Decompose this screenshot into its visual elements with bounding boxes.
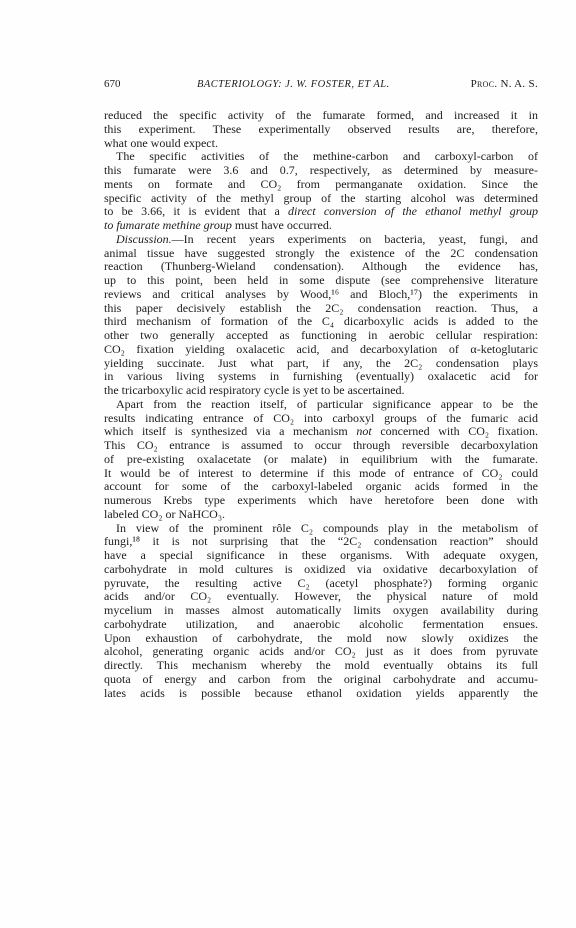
text-segment: third mechanism of formation of the C₄ dicarboxylic acids is added to the <box>104 314 538 329</box>
text-line <box>104 453 538 467</box>
text-line <box>104 659 538 673</box>
paragraph <box>104 109 538 150</box>
text-segment: reviews and critical analyses by Wood,¹⁶ and Bloch,¹⁷) the experiments in <box>104 286 538 301</box>
text-line <box>104 384 538 398</box>
text-segment: the tricarboxylic acid respiratory cycle is yet to be ascertained. <box>104 383 405 397</box>
text-line <box>104 563 538 577</box>
text-line <box>104 687 538 701</box>
text-line <box>104 219 538 233</box>
text-segment: animal tissue have suggested strongly the existence of the 2C condensation <box>104 245 538 260</box>
text-line <box>104 343 538 357</box>
journal-name: Proc. N. A. S. <box>470 78 538 90</box>
text-segment: Upon exhaustion of carbohydrate, the mold now slowly oxidizes the <box>104 630 538 645</box>
text-segment: reduced the specific activity of the fumarate formed, and increased it in <box>104 108 538 122</box>
text-segment: alcohol, generating organic acids and/or CO₂ just as it does from pyruvate <box>104 644 538 659</box>
text-segment: specific activity of the methyl group of the starting alcohol was determined <box>104 190 538 205</box>
text-segment: to be 3.66, it is evident that a <box>104 204 289 219</box>
text-segment: in various living systems in furnishing (eventually) oxalacetic acid for <box>104 369 538 384</box>
text-segment: of pre-existing oxalacetate (or malate) in equilibrium with the fumarate. <box>104 451 538 466</box>
text-line <box>104 192 538 206</box>
text-line <box>104 577 538 591</box>
text-line <box>104 178 538 192</box>
text-segment: ments on formate and CO₂ from permanganate oxidation. Since the <box>104 176 538 191</box>
text-line <box>104 274 538 288</box>
text-segment: other two generally accepted as functioning in aerobic cellular respiration: <box>104 328 538 342</box>
text-segment: In view of the prominent rôle C₂ compounds play in the metabolism of <box>116 520 538 535</box>
text-line <box>104 412 538 426</box>
text-line <box>104 535 538 549</box>
italic-text-segment: not <box>356 424 372 439</box>
text-segment: labeled CO₂ or NaHCO₃. <box>104 506 226 521</box>
text-line <box>104 370 538 384</box>
text-segment: quota of energy and carbon from the original carbohydrate and accumu- <box>104 671 538 686</box>
text-segment: carbohydrate utilization, and anaerobic alcoholic fermentation ensues. <box>104 616 538 631</box>
text-line <box>104 205 538 219</box>
text-line <box>104 247 538 261</box>
text-line <box>104 164 538 178</box>
text-segment: what one would expect. <box>104 135 218 150</box>
text-segment: Apart from the reaction itself, of particular significance appear to be the <box>116 396 538 411</box>
text-segment: account for some of the carboxyl-labeled organic acids formed in the <box>104 479 538 494</box>
text-segment: have a special significance in these organisms. With adequate oxygen, <box>104 548 538 562</box>
text-segment: CO₂ fixation yielding oxalacetic acid, and decarboxylation of α-ketoglutaric <box>104 341 538 356</box>
text-segment: results indicating entrance of CO₂ into carboxyl groups of the fumaric acid <box>104 410 538 425</box>
text-segment: concerned with CO₂ fixation. <box>371 424 539 439</box>
text-segment: fungi,¹⁸ it is not surprising that the “2C₂ condensation reaction” should <box>104 534 538 549</box>
text-segment: It would be of interest to determine if this mode of entrance of CO₂ could <box>104 465 538 480</box>
text-line <box>104 439 538 453</box>
text-segment: up to this point, been held in some dispute (see comprehensive literature <box>104 273 538 287</box>
text-line <box>104 549 538 563</box>
text-line <box>104 494 538 508</box>
text-segment: numerous Krebs type experiments which have heretofore been done with <box>104 493 538 507</box>
text-line <box>104 618 538 632</box>
text-segment: this experiment. These experimentally observed results are, therefore, <box>104 121 538 136</box>
text-segment: this paper decisively establish the 2C₂ condensation reaction. Thus, a <box>104 300 538 315</box>
body-text <box>104 109 538 700</box>
italic-text-segment: Discussion. <box>116 231 172 246</box>
text-segment: directly. This mechanism whereby the mold eventually obtains its full <box>104 658 538 672</box>
text-line <box>104 302 538 316</box>
text-line <box>104 632 538 646</box>
text-line <box>104 522 538 536</box>
text-line <box>104 123 538 137</box>
paragraph <box>104 150 538 233</box>
text-segment: yielding succinate. Just what part, if any, the 2C₂ condensation plays <box>104 355 538 370</box>
text-segment: reaction (Thunberg-Wieland condensation). Although the evidence has, <box>104 259 538 274</box>
italic-text-segment: to fumarate methine group <box>104 218 232 232</box>
paragraph <box>104 398 538 522</box>
text-line <box>104 357 538 371</box>
text-line <box>104 425 538 439</box>
italic-text-segment: direct conversion of the ethanol methyl group <box>288 204 538 219</box>
text-line <box>104 233 538 247</box>
text-line <box>104 109 538 123</box>
text-line <box>104 604 538 618</box>
text-line <box>104 508 538 522</box>
text-segment: lates acids is possible because ethanol oxidation yields apparently the <box>104 685 538 700</box>
text-segment: this fumarate were 3.6 and 0.7, respectively, as determined by measure- <box>104 163 538 177</box>
text-segment: must have occurred. <box>231 218 332 232</box>
text-segment: mycelium in masses almost automatically limits oxygen availability during <box>104 603 538 617</box>
text-line <box>104 590 538 604</box>
text-segment: This CO₂ entrance is assumed to occur through reversible decarboxylation <box>104 438 538 452</box>
paragraph <box>104 233 538 398</box>
text-line <box>104 150 538 164</box>
text-segment: carbohydrate in mold cultures is oxidized via oxidative decarboxylation of <box>104 561 538 576</box>
text-line <box>104 398 538 412</box>
text-segment: —In recent years experiments on bacteria, yeast, fungi, and <box>171 231 538 246</box>
text-line <box>104 329 538 343</box>
text-segment: The specific activities of the methine-carbon and carboxyl-carbon of <box>116 149 538 164</box>
text-line <box>104 645 538 659</box>
paragraph <box>104 522 538 701</box>
text-line <box>104 467 538 481</box>
text-segment: pyruvate, the resulting active C₂ (acetyl phosphate?) forming organic <box>104 575 538 590</box>
page-number: 670 <box>104 78 121 90</box>
text-segment: acids and/or CO₂ eventually. However, the physical nature of mold <box>104 589 538 604</box>
text-line <box>104 260 538 274</box>
text-line <box>104 480 538 494</box>
text-line <box>104 137 538 151</box>
text-line <box>104 315 538 329</box>
text-segment: which itself is synthesized via a mechanism <box>104 424 357 439</box>
running-title: BACTERIOLOGY: J. W. FOSTER, ET AL. <box>197 79 390 90</box>
text-line <box>104 673 538 687</box>
text-line <box>104 288 538 302</box>
